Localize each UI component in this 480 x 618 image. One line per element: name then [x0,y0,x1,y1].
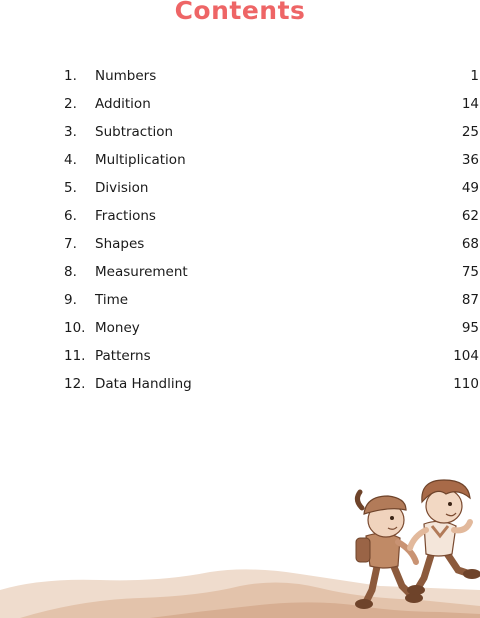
toc-entry-title: Patterns [95,348,151,364]
toc-entry-number: 5. [64,180,77,196]
toc-entry [0,318,480,346]
toc-entry [0,150,480,178]
toc-entry-number: 7. [64,236,77,252]
toc-entry-page: 104 [453,348,479,364]
toc-entry [0,66,480,94]
toc-entry-page: 49 [461,180,479,196]
two-children-running-illustration [0,440,480,618]
toc-entry-title: Numbers [95,68,157,84]
toc-entry-page: 110 [453,376,479,392]
toc-entry-page: 68 [461,236,479,252]
toc-entry [0,374,480,402]
toc-entry-title: Money [95,320,140,336]
toc-entry-title: Division [95,180,149,196]
toc-entry-page: 25 [461,124,479,140]
toc-entry-number: 12. [64,376,86,392]
table-of-contents [0,66,480,402]
toc-entry-title: Addition [95,96,151,112]
toc-entry [0,262,480,290]
toc-entry-number: 11. [64,348,86,364]
toc-entry [0,346,480,374]
toc-entry [0,234,480,262]
toc-entry-page: 62 [461,208,479,224]
toc-entry-page: 75 [461,264,479,280]
toc-entry-page: 14 [461,96,479,112]
toc-entry [0,94,480,122]
toc-entry [0,178,480,206]
toc-entry-title: Time [95,292,129,308]
toc-entry [0,122,480,150]
toc-entry [0,206,480,234]
toc-entry-page: 36 [461,152,479,168]
toc-entry-number: 10. [64,320,86,336]
toc-entry-title: Measurement [95,264,188,280]
toc-entry-number: 3. [64,124,77,140]
toc-entry-title: Shapes [95,236,145,252]
toc-entry-number: 2. [64,96,77,112]
toc-entry-title: Subtraction [95,124,174,140]
toc-entry-title: Fractions [95,208,156,224]
child-running-illustration [407,480,480,595]
toc-entry-number: 1. [64,68,77,84]
toc-entry-page: 1 [470,68,479,84]
toc-entry-number: 6. [64,208,77,224]
toc-entry-title: Multiplication [95,152,186,168]
toc-entry-number: 4. [64,152,77,168]
toc-entry-title: Data Handling [95,376,192,392]
toc-entry [0,290,480,318]
toc-entry-number: 8. [64,264,77,280]
page-title: Contents [174,0,306,25]
toc-entry-number: 9. [64,292,77,308]
toc-entry-page: 95 [461,320,479,336]
toc-entry-page: 87 [461,292,479,308]
